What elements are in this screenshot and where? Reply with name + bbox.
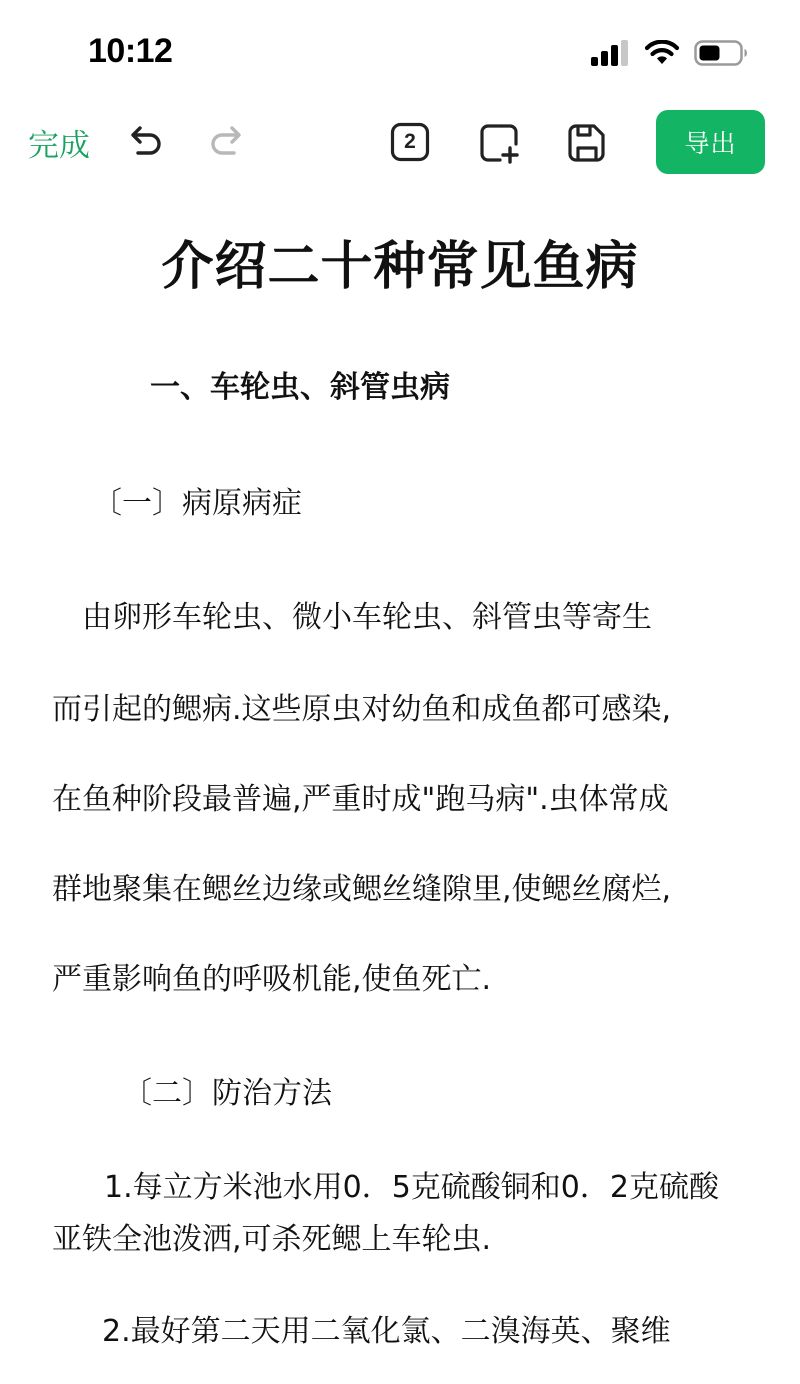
undo-icon[interactable]	[124, 122, 166, 164]
cellular-signal-icon	[590, 40, 630, 66]
document-title: 介绍二十种常见鱼病	[161, 237, 639, 297]
list-item-line: 1.每立方米池水用0．5克硫酸铜和0．2克硫酸	[104, 1170, 719, 1205]
page-count-button[interactable]	[390, 122, 430, 162]
paragraph-line: 在鱼种阶段最普遍,严重时成"跑马病".虫体常成	[52, 782, 669, 817]
section-heading: 一、车轮虫、斜管虫病	[150, 370, 450, 405]
list-item-line: 亚铁全池泼洒,可杀死鳃上车轮虫.	[52, 1222, 492, 1257]
paragraph-line: 严重影响鱼的呼吸机能,使鱼死亡.	[52, 962, 492, 997]
paragraph-line: 群地聚集在鳃丝边缘或鳃丝缝隙里,使鳃丝腐烂,	[52, 872, 672, 907]
status-icons	[590, 36, 748, 70]
wifi-icon	[644, 40, 680, 66]
subsection-heading-1: 〔一〕病原病症	[92, 486, 302, 521]
done-button[interactable]: 完成	[28, 128, 90, 164]
list-item-line: 2.最好第二天用二氧化氯、二溴海英、聚维	[102, 1314, 671, 1349]
paragraph-line: 而引起的鳃病.这些原虫对幼鱼和成鱼都可感染,	[52, 692, 672, 727]
subsection-heading-2: 〔二〕防治方法	[122, 1076, 332, 1111]
add-page-icon[interactable]	[478, 122, 520, 164]
redo-icon[interactable]	[206, 122, 248, 164]
paragraph-line: 由卵形车轮虫、微小车轮虫、斜管虫等寄生	[52, 600, 652, 635]
toolbar	[0, 108, 800, 176]
battery-icon	[694, 40, 748, 66]
status-time: 10:12	[88, 32, 173, 70]
save-icon[interactable]	[566, 122, 608, 164]
page-count-label: 2	[404, 130, 416, 153]
status-bar	[0, 0, 800, 100]
export-button[interactable]: 导出	[656, 110, 765, 174]
